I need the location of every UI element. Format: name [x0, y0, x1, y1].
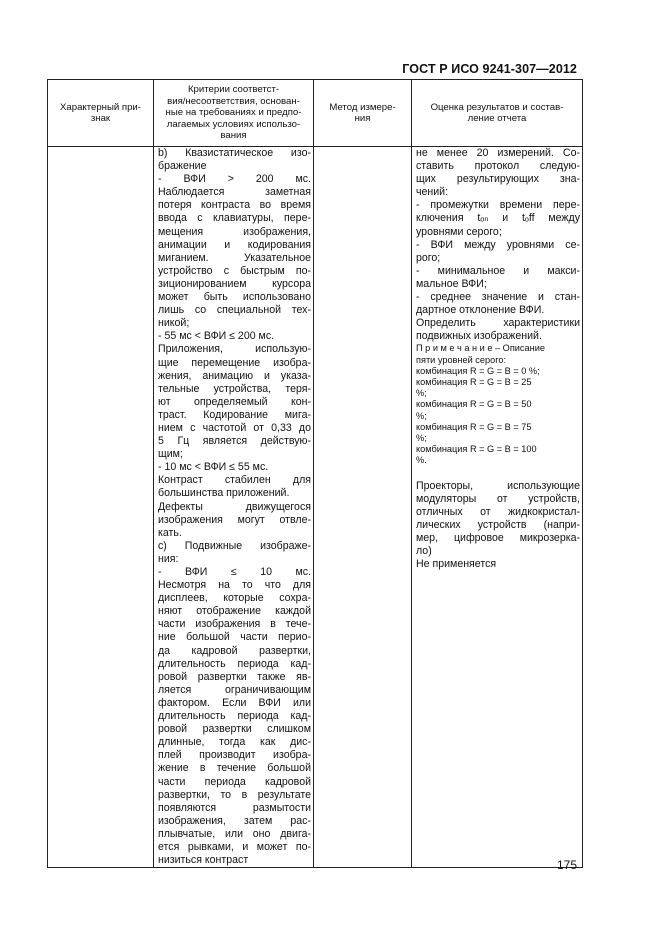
projector-line: модуляторы от устройств,: [416, 492, 580, 505]
criteria-line: ровой развертки также яв-: [158, 670, 311, 683]
criteria-line: длительность периода кад-: [158, 657, 311, 670]
column-header-line: лагаемых условиях использо-: [166, 118, 301, 130]
note-line: %.: [416, 455, 427, 466]
criteria-line: нием с частотой от 0,33 до: [158, 421, 311, 434]
criteria-line: миганием. Указательное: [158, 251, 311, 264]
criteria-line: тельные устройства, теря-: [158, 382, 311, 395]
criteria-line: большинства приложений.: [158, 487, 290, 500]
report-text: [412, 147, 582, 343]
criteria-line: - ВФИ ≤ 10 мс.: [158, 566, 311, 578]
criteria-line: зиционированием курсора: [158, 277, 311, 290]
criteria-line: Контраст стабилен для: [158, 474, 311, 487]
report-line: - промежутки времени пере-: [416, 199, 580, 212]
criteria-line: Несмотря на то что для: [158, 579, 311, 592]
report-line: уровнями серого;: [416, 225, 502, 238]
report-line: ставить протокол следую-: [416, 160, 580, 173]
criteria-line: ется рывками, и может по-: [158, 840, 311, 853]
column-header-line: ния: [354, 113, 371, 124]
criteria-line: жения, анимацию и указа-: [158, 369, 311, 382]
projector-line: ло): [416, 545, 432, 558]
criteria-line: мещения изображения,: [158, 225, 311, 238]
criteria-line: - 10 мс < ВФИ ≤ 55 мс.: [158, 461, 269, 474]
spacer: [412, 467, 582, 480]
criteria-line: да кадровой развертки,: [158, 644, 311, 657]
report-line: не менее 20 измерений. Со-: [416, 147, 580, 159]
criteria-table: [47, 79, 583, 868]
document-header: ГОСТ Р ИСО 9241-307—2012: [402, 62, 577, 76]
column-header-line: Критерии соответст-: [187, 84, 280, 96]
criteria-line: бражение: [158, 160, 207, 173]
criteria-line: плей производит изобра-: [158, 749, 311, 762]
column-header-line: Оценка результатов и состав-: [430, 101, 564, 113]
criteria-line: потеря контраста во время: [158, 199, 311, 212]
note-line: %;: [416, 410, 427, 421]
note-line: %;: [416, 433, 427, 444]
criteria-line: кать.: [158, 526, 182, 539]
criteria-line: - 55 мс < ВФИ ≤ 200 мс.: [158, 330, 275, 343]
column-header-report: [412, 80, 583, 147]
column-header-method: [314, 80, 412, 147]
report-line: - ВФИ между уровнями се-: [416, 238, 580, 251]
table-header-row: [48, 80, 583, 147]
criteria-line: ния:: [158, 552, 179, 565]
criteria-line: ввода с клавиатуры, пере-: [158, 212, 311, 225]
page-number: 175: [556, 858, 577, 872]
criteria-line: части изображения в тече-: [158, 618, 311, 631]
column-header-line: Характерный при-: [60, 101, 141, 113]
criteria-line: лишь со специальной тех-: [158, 304, 311, 317]
criteria-line: Наблюдается заметная: [158, 186, 311, 199]
criteria-cell: [154, 147, 314, 868]
column-header-line: ные на требованиях и предпо-: [165, 107, 302, 119]
criteria-line: щим;: [158, 448, 183, 461]
criteria-line: 5 Гц является действую-: [158, 435, 311, 448]
column-header-line: знак: [90, 113, 111, 124]
criteria-line: c) Подвижные изображе-: [158, 539, 311, 552]
criteria-line: Приложения, использую-: [158, 343, 311, 356]
note-line: комбинация R = G = B = 0 %;: [416, 365, 540, 376]
column-header-feature: [48, 80, 154, 147]
projector-line: Проекторы, использующие: [416, 479, 580, 492]
table-body-row: [48, 147, 583, 868]
criteria-line: может быть использовано: [158, 291, 311, 304]
projector-text: [412, 480, 582, 572]
note-text: [412, 343, 582, 466]
column-header-line: Метод измере-: [329, 101, 396, 113]
criteria-line: ют определяемый кон-: [158, 395, 311, 408]
criteria-line: ляется ограничивающим: [158, 683, 311, 696]
note-line: П р и м е ч а н и е – Описание: [416, 343, 545, 354]
note-line: комбинация R = G = B = 50: [416, 399, 532, 410]
report-line: рого;: [416, 251, 441, 264]
projector-line: отличных от жидкокристал-: [416, 505, 580, 518]
report-line: мальное ВФИ;: [416, 277, 487, 290]
report-line: Определить характеристики: [416, 317, 580, 330]
note-line: %;: [416, 388, 427, 399]
note-line: комбинация R = G = B = 75: [416, 421, 532, 432]
column-header-line: вия/несоответствия, основан-: [167, 95, 300, 107]
criteria-line: никой;: [158, 317, 190, 330]
criteria-line: щие перемещение изобра-: [158, 356, 311, 369]
criteria-line: Дефекты движущегося: [158, 500, 311, 513]
column-header-line: вания: [220, 130, 247, 142]
report-cell: [412, 147, 583, 868]
report-line: чений:: [416, 186, 449, 199]
criteria-line: фактором. Если ВФИ или: [158, 696, 311, 709]
criteria-line: длительность периода кад-: [158, 710, 311, 723]
criteria-line: низиться контраст: [158, 854, 249, 867]
feature-cell: [48, 147, 154, 868]
note-line: комбинация R = G = B = 25: [416, 377, 532, 388]
criteria-line: плывчатые, или оно двига-: [158, 827, 311, 840]
criteria-line: траст. Кодирование мига-: [158, 408, 311, 421]
report-line: щих результирующих зна-: [416, 173, 580, 186]
projector-line: Не применяется: [416, 558, 497, 571]
criteria-line: развертки, то в результате: [158, 788, 311, 801]
report-line: - минимальное и макси-: [416, 264, 580, 277]
note-line: комбинация R = G = B = 100: [416, 444, 537, 455]
criteria-line: части периода кадровой: [158, 775, 311, 788]
criteria-line: ние большой части перио-: [158, 631, 311, 644]
note-line: пяти уровней серого:: [416, 354, 507, 365]
projector-line: мер, цифровое микрозерка-: [416, 532, 580, 545]
criteria-line: анимации и кодирования: [158, 238, 311, 251]
criteria-line: жение в течение большой: [158, 762, 311, 775]
criteria-line: изображения могут отвле-: [158, 513, 311, 526]
column-header-criteria: [154, 80, 314, 147]
criteria-line: длинные, тогда как дис-: [158, 736, 311, 749]
report-line: подвижных изображений.: [416, 330, 542, 343]
method-cell: [314, 147, 412, 868]
criteria-line: появляются размытости: [158, 801, 311, 814]
criteria-line: изображения, затем рас-: [158, 814, 311, 827]
criteria-line: няют отображение каждой: [158, 605, 311, 618]
projector-line: лических устройств (напри-: [416, 518, 580, 531]
report-line: ключения tₒₙ и tₒff между: [416, 212, 580, 225]
criteria-text: [154, 147, 313, 867]
criteria-line: - ВФИ > 200 мс.: [158, 173, 311, 186]
criteria-line: b) Квазистатическое изо-: [158, 147, 311, 159]
criteria-line: дисплеев, которые сохра-: [158, 592, 311, 605]
criteria-line: устройство с быстрым по-: [158, 264, 311, 277]
report-line: дартное отклонение ВФИ.: [416, 304, 545, 317]
criteria-line: ровой развертки слишком: [158, 723, 311, 736]
column-header-line: ление отчета: [467, 113, 527, 124]
report-line: - среднее значение и стан-: [416, 291, 580, 304]
